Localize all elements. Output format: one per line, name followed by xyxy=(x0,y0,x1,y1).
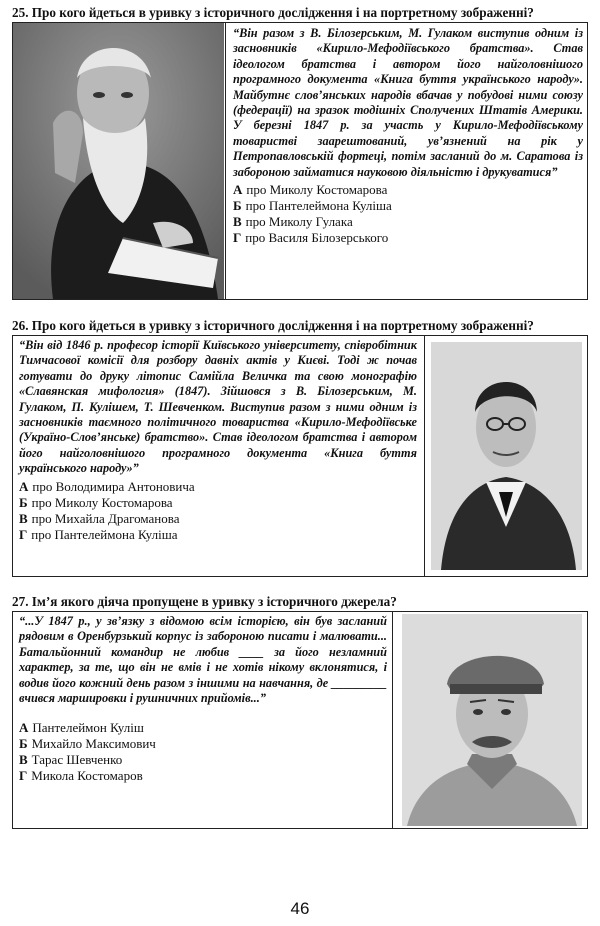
q25-options xyxy=(233,182,583,246)
q27-divider xyxy=(392,612,393,828)
portrait-image-man-in-coat xyxy=(431,342,582,570)
q25-number: 25. xyxy=(12,5,29,20)
q26-option-d[interactable]: Г про Пантелеймона Куліша xyxy=(19,526,178,542)
q25-question: Про кого йдеться в уривку з історичного дослідження і на портретному зображенні? xyxy=(31,5,534,20)
q26-option-c[interactable]: В про Михайла Драгоманова xyxy=(19,510,180,526)
q27-box xyxy=(12,611,588,829)
q27-option-a[interactable]: А Пантелеймон Куліш xyxy=(19,720,144,736)
q26-question: Про кого йдеться в уривку з історичного дослідження і на портретному зображенні? xyxy=(31,318,534,333)
q25-box xyxy=(12,22,588,300)
q26-options xyxy=(19,479,417,543)
q25-divider xyxy=(225,23,226,299)
q27-heading xyxy=(12,594,397,610)
q26-option-a[interactable]: А про Володимира Антоновича xyxy=(19,478,195,494)
q26-portrait xyxy=(431,342,582,570)
q27-option-c[interactable]: В Тарас Шевченко xyxy=(19,752,123,768)
q25-text-cell xyxy=(233,26,583,246)
q26-divider xyxy=(424,336,425,576)
q27-option-d[interactable]: Г Микола Костомаров xyxy=(19,768,143,784)
q25-heading xyxy=(12,5,534,21)
q27-options xyxy=(19,720,387,784)
q27-text-cell xyxy=(19,614,387,784)
q25-quote: “Він разом з В. Білозерським, М. Гулаком виступив одним із засновників «Кирило-Мефодіївського братства». Став ідеологом братства і автором його найголовнішого програмного документа «Книга буття українського народу». Майбутнє слов’янських народів вбачав у побудові ними союзу (федерації) на зразок тодішніх Сполучених Штатів Америки. У березні 1847 р. за участь у Кирило-Мефодіївському товаристві заарештований, ув’язнений на рік у Петропавловській фортеці, потім засланий до м. Саратова із забороною займатися науковою діяльністю і друкуватися” xyxy=(233,26,583,179)
page-number: 46 xyxy=(290,899,310,918)
q26-option-b[interactable]: Б про Миколу Костомарова xyxy=(19,494,173,510)
q25-option-a[interactable]: А про Миколу Костомарова xyxy=(233,182,388,198)
q25-option-c[interactable]: В про Миколу Гулака xyxy=(233,214,353,230)
q26-heading xyxy=(12,318,534,334)
q26-box xyxy=(12,335,588,577)
q27-number: 27. xyxy=(12,594,29,609)
q27-portrait xyxy=(402,614,582,826)
portrait-image-old-man-with-book xyxy=(13,23,224,299)
portrait-image-soldier-in-cap xyxy=(402,614,582,826)
q25-portrait xyxy=(13,23,224,299)
q26-text-cell xyxy=(19,338,417,543)
q25-option-d[interactable]: Г про Василя Білозерського xyxy=(233,230,389,246)
q27-question: Ім’я якого діяча пропущене в уривку з історичного джерела? xyxy=(31,594,397,609)
q26-quote: “Він від 1846 р. професор історії Київського університету, співробітник Тимчасової комісії для розбору давніх актів у Києві. Тоді ж почав готувати до друку літопис Самійла Величка та свою монографію «Славянская мифология» (1847). Зійшовся з В. Білозерським, М. Гулаком, П. Кулішем, Т. Шевченком. Виступив разом з ними одним із засновників таємного політичного товариства «Кирило-Мефодіївське (Україно-Слов’янське) братство». Став ідеологом братства і автором його найголовнішого програмного документа «Книга буття українського народу»” xyxy=(19,338,417,476)
q26-number: 26. xyxy=(12,318,29,333)
q25-option-b[interactable]: Б про Пантелеймона Куліша xyxy=(233,198,392,214)
q27-quote: “...У 1847 р., у зв’язку з відомою всім історією, він був засланий рядовим в Оренбурзький корпус із забороною писати і малювати... Батальйонний командир не любив ____ за його незламний характер, за те, що він не вмів і не хотів нікому вклонятися, і водив його кожний день разом з іншими на навчання, де _________ вчився маршировки і рушничних прийомів...” xyxy=(19,614,387,706)
q27-option-b[interactable]: Б Михайло Максимович xyxy=(19,736,156,752)
